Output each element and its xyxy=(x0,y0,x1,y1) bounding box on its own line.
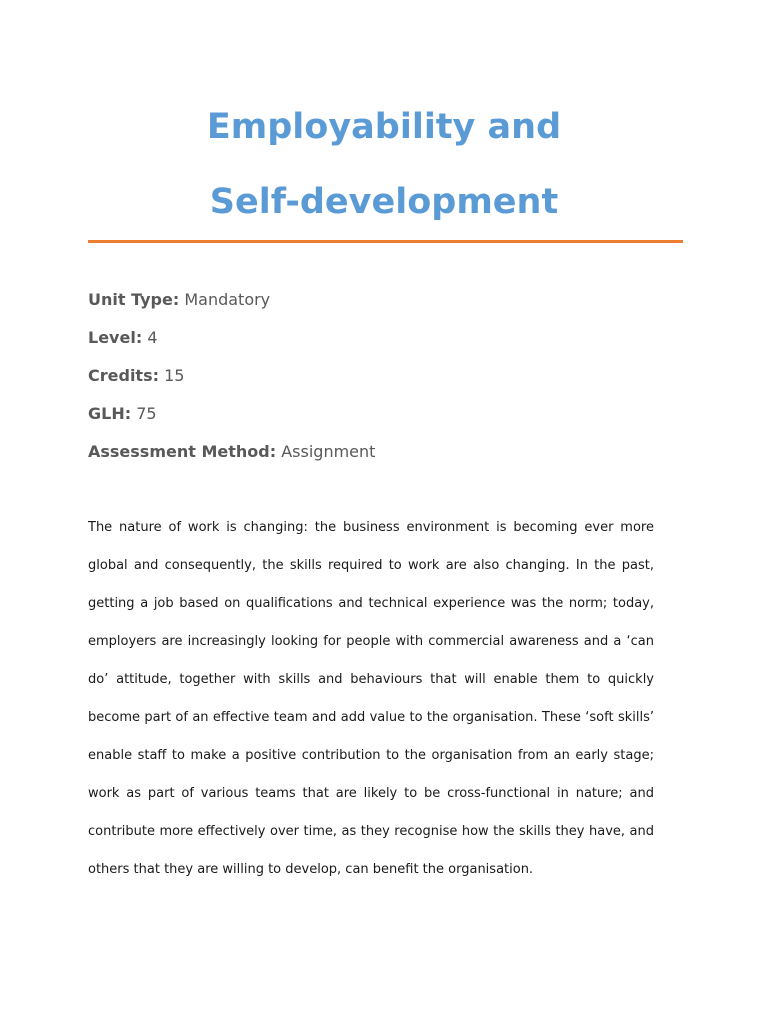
level-label: Level: xyxy=(88,328,143,347)
unit-type-row xyxy=(88,287,688,325)
page-title-line-1: Employability and xyxy=(206,107,562,147)
unit-type-label: Unit Type: xyxy=(88,290,180,309)
credits-label: Credits: xyxy=(88,366,159,385)
assessment-method-value: Assignment xyxy=(281,442,376,461)
credits-value: 15 xyxy=(164,366,185,385)
glh-value: 75 xyxy=(136,404,157,423)
title-divider xyxy=(88,240,683,243)
credits-row xyxy=(88,363,688,401)
intro-paragraph: The nature of work is changing: the business environment is becoming ever more global and consequently, the skills required to work are also changing. In the past, getting a job based on qualifications and technical experience was the norm; today, employers are increasingly looking for people with commercial awareness and a ‘can do’ attitude, together with skills and behaviours that will enable them to quickly become part of an effective team and add value to the organisation. These ‘soft skills’ enable staff to make a positive contribution to the organisation from an early stage; work as part of various teams that are likely to be cross-functional in nature; and contribute more effectively over time, as they recognise how the skills they have, and others that they are willing to develop, can benefit the organisation. xyxy=(88,520,654,877)
glh-row xyxy=(88,401,688,439)
page-title-line-2: Self-development xyxy=(209,182,559,222)
assessment-method-label: Assessment Method: xyxy=(88,442,277,461)
level-value: 4 xyxy=(147,328,158,347)
level-row xyxy=(88,325,688,363)
glh-label: GLH: xyxy=(88,404,132,423)
unit-details xyxy=(88,287,688,477)
assessment-method-row xyxy=(88,439,688,477)
unit-type-value: Mandatory xyxy=(184,290,271,309)
